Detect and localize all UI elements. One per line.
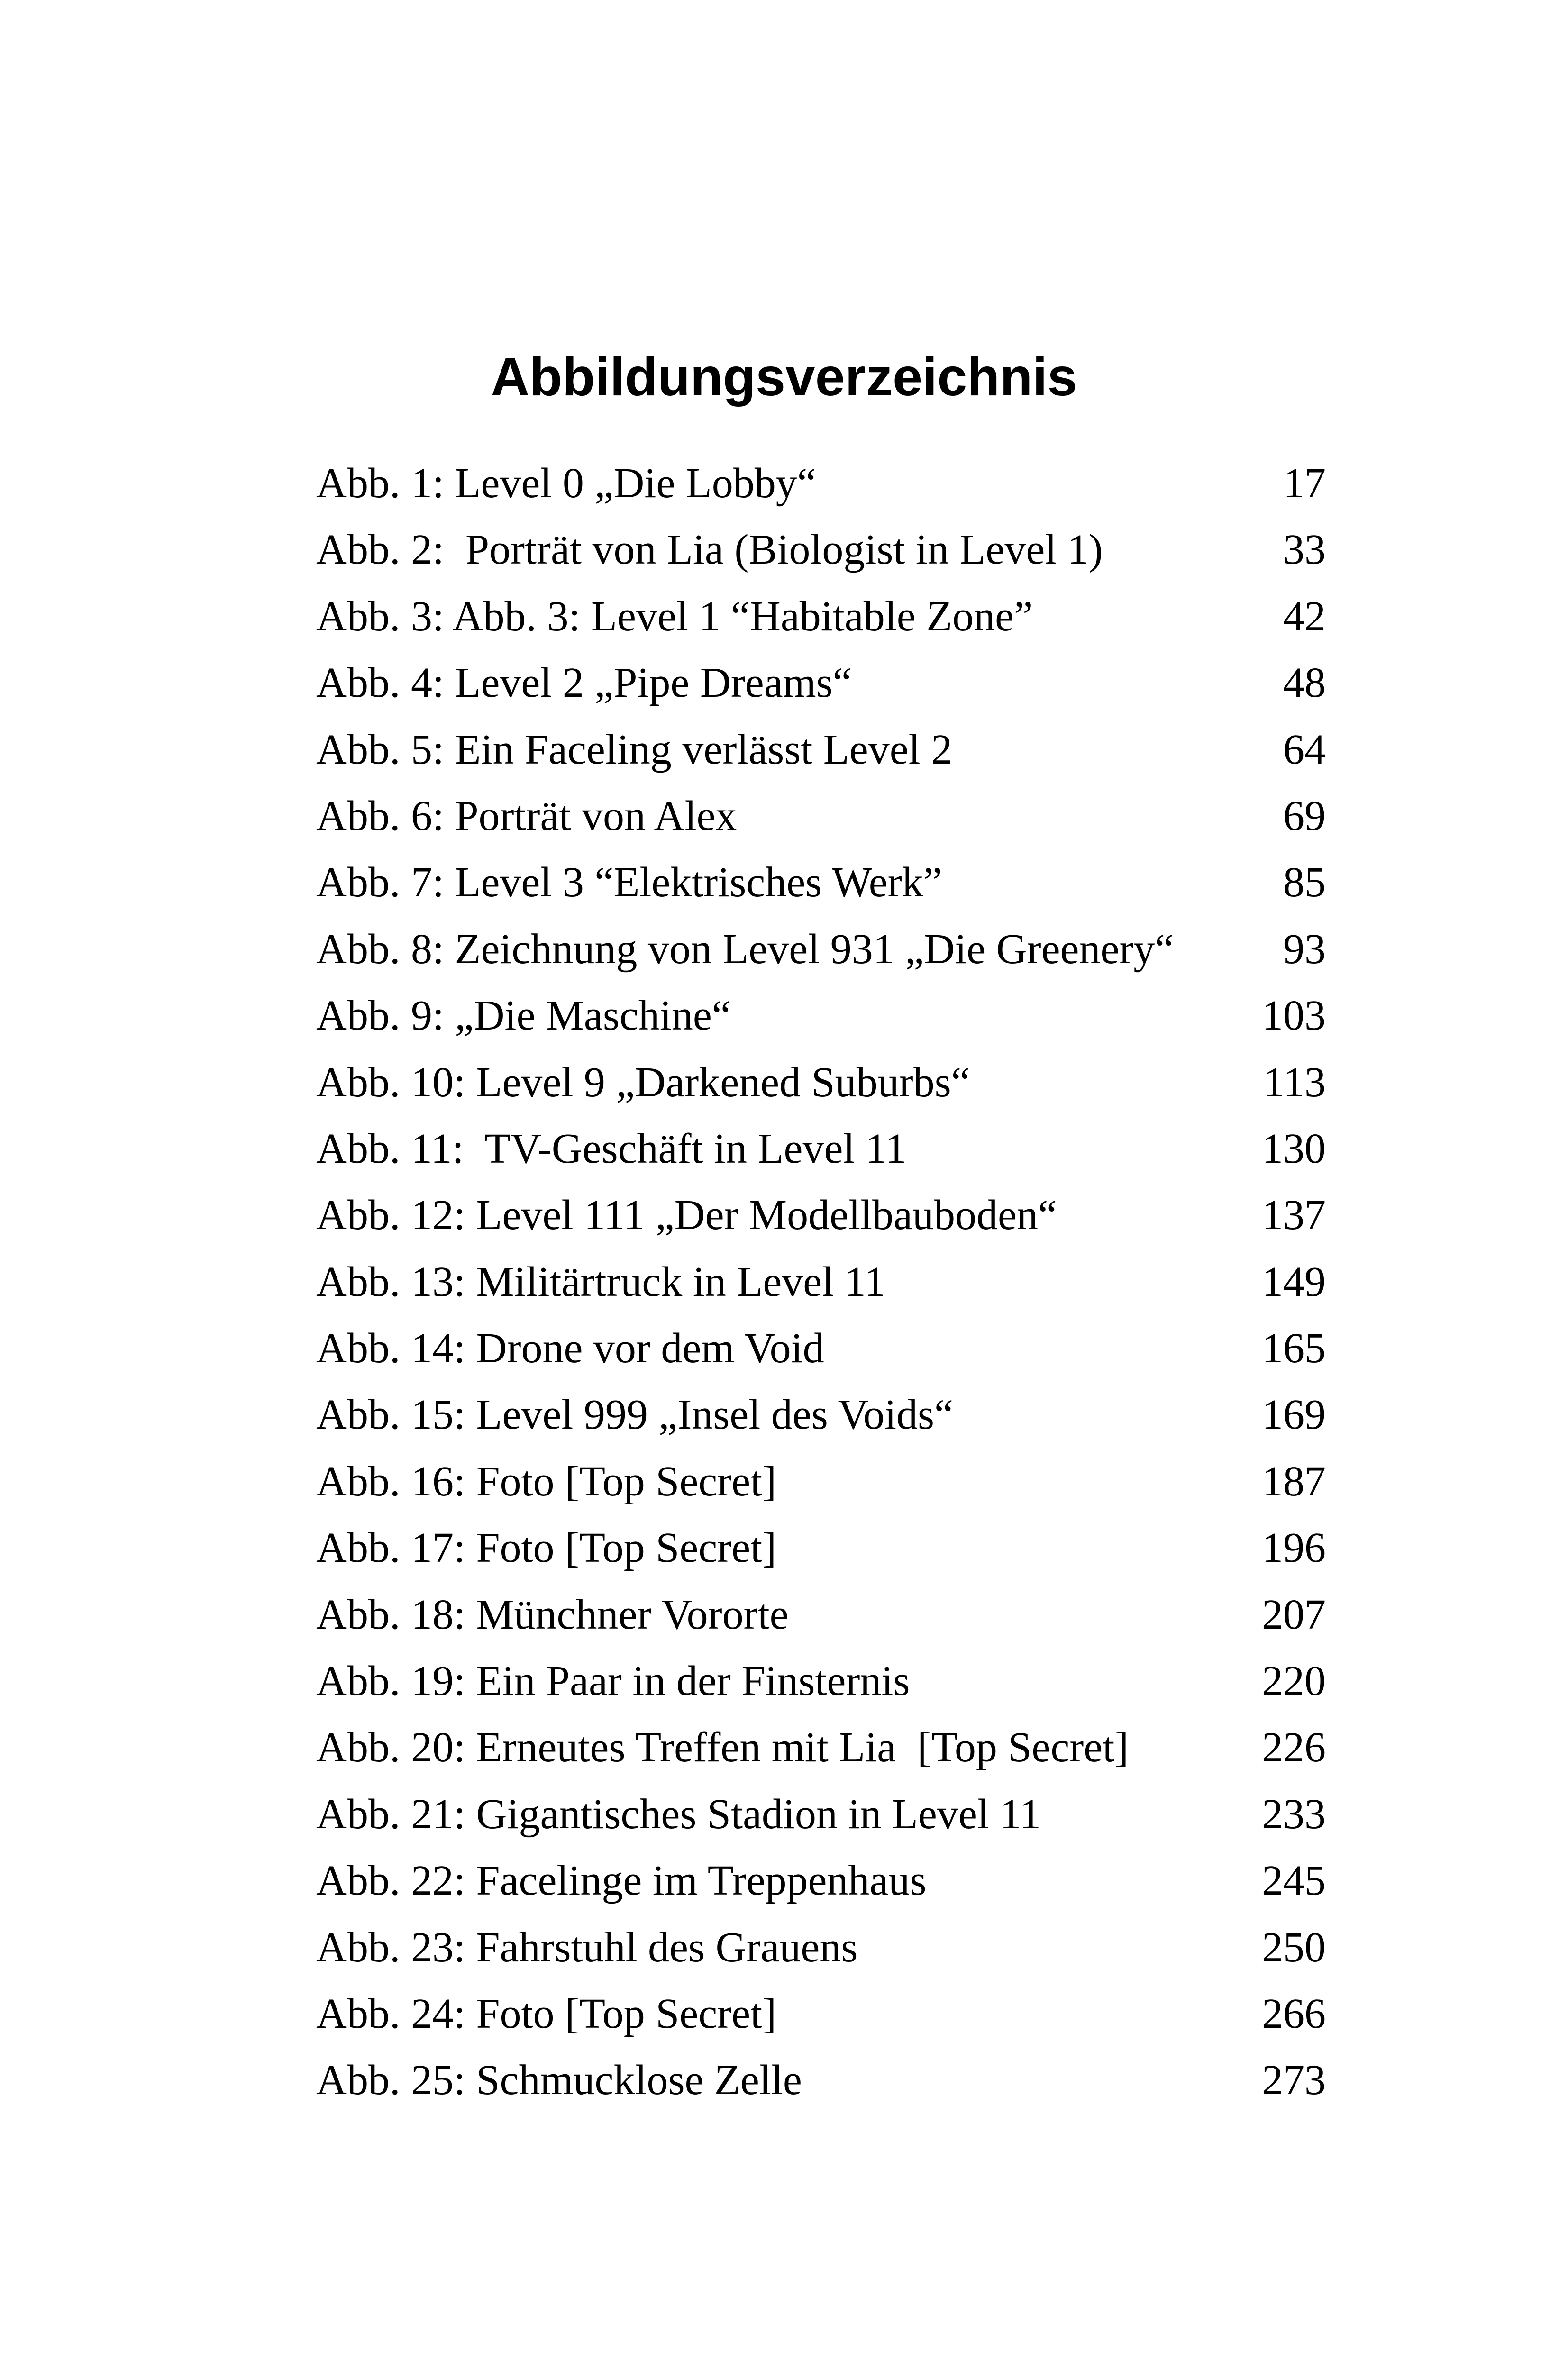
list-item <box>316 849 1326 916</box>
list-item <box>316 450 1326 517</box>
entry-page-number: 165 <box>1262 1325 1326 1372</box>
entry-page-number: 42 <box>1283 592 1326 640</box>
entry-page-number: 187 <box>1262 1458 1326 1505</box>
entry-label: Abb. 12: Level 111 „Der Modellbauboden“ <box>316 1192 1057 1239</box>
entry-label: Abb. 1: Level 0 „Die Lobby“ <box>316 460 816 507</box>
list-item <box>316 1182 1326 1249</box>
list-item <box>316 1848 1326 1914</box>
list-item <box>316 983 1326 1049</box>
entry-label: Abb. 23: Fahrstuhl des Grauens <box>316 1923 858 1971</box>
entry-page-number: 64 <box>1283 726 1326 773</box>
entry-page-number: 226 <box>1262 1724 1326 1771</box>
entry-page-number: 233 <box>1262 1790 1326 1838</box>
entry-label: Abb. 11: TV-Geschäft in Level 11 <box>316 1125 907 1172</box>
entry-page-number: 113 <box>1263 1058 1326 1106</box>
entry-label: Abb. 9: „Die Maschine“ <box>316 992 731 1039</box>
entry-label: Abb. 16: Foto [Top Secret] <box>316 1458 777 1505</box>
entry-page-number: 196 <box>1262 1524 1326 1572</box>
entry-page-number: 149 <box>1262 1258 1326 1305</box>
list-item <box>316 1781 1326 1848</box>
entry-label: Abb. 10: Level 9 „Darkened Suburbs“ <box>316 1058 970 1106</box>
entry-label: Abb. 19: Ein Paar in der Finsternis <box>316 1658 910 1705</box>
list-item <box>316 1116 1326 1182</box>
list-item <box>316 1515 1326 1581</box>
entry-page-number: 245 <box>1262 1857 1326 1905</box>
entry-label: Abb. 3: Abb. 3: Level 1 “Habitable Zone” <box>316 592 1033 640</box>
list-item <box>316 1714 1326 1781</box>
list-item <box>316 717 1326 783</box>
entry-page-number: 130 <box>1262 1125 1326 1172</box>
entry-page-number: 93 <box>1283 925 1326 973</box>
entry-label: Abb. 5: Ein Faceling verlässt Level 2 <box>316 726 953 773</box>
entry-label: Abb. 2: Porträt von Lia (Biologist in Level 1) <box>316 526 1103 574</box>
list-item <box>316 1382 1326 1448</box>
entry-page-number: 266 <box>1262 1990 1326 2037</box>
entry-page-number: 69 <box>1283 792 1326 839</box>
entry-label: Abb. 21: Gigantisches Stadion in Level 11 <box>316 1790 1041 1838</box>
list-item <box>316 650 1326 716</box>
entry-label: Abb. 7: Level 3 “Elektrisches Werk” <box>316 859 942 906</box>
entry-label: Abb. 22: Facelinge im Treppenhaus <box>316 1857 927 1905</box>
entry-page-number: 250 <box>1262 1923 1326 1971</box>
list-item <box>316 2047 1326 2114</box>
entry-label: Abb. 4: Level 2 „Pipe Dreams“ <box>316 659 852 707</box>
list-item <box>316 1449 1326 1515</box>
list-item <box>316 1049 1326 1116</box>
list-item <box>316 583 1326 650</box>
list-item <box>316 1582 1326 1648</box>
list-item <box>316 1648 1326 1714</box>
entry-page-number: 207 <box>1262 1591 1326 1638</box>
list-item <box>316 783 1326 849</box>
list-item <box>316 916 1326 983</box>
entry-page-number: 103 <box>1262 992 1326 1039</box>
entry-page-number: 220 <box>1262 1658 1326 1705</box>
entry-page-number: 17 <box>1283 460 1326 507</box>
entry-label: Abb. 17: Foto [Top Secret] <box>316 1524 777 1572</box>
entry-label: Abb. 20: Erneutes Treffen mit Lia [Top Secret] <box>316 1724 1129 1771</box>
entry-page-number: 169 <box>1262 1391 1326 1439</box>
list-item <box>316 517 1326 583</box>
entry-label: Abb. 25: Schmucklose Zelle <box>316 2057 802 2104</box>
entry-label: Abb. 18: Münchner Vororte <box>316 1591 789 1638</box>
list-item <box>316 1249 1326 1315</box>
entry-page-number: 273 <box>1262 2057 1326 2104</box>
entry-page-number: 85 <box>1283 859 1326 906</box>
entry-page-number: 137 <box>1262 1192 1326 1239</box>
entry-label: Abb. 13: Militärtruck in Level 11 <box>316 1258 886 1305</box>
list-item <box>316 1981 1326 2047</box>
entry-label: Abb. 6: Porträt von Alex <box>316 792 737 839</box>
figure-list <box>316 450 1326 2114</box>
entry-page-number: 48 <box>1283 659 1326 707</box>
page-title: Abbildungsverzeichnis <box>491 347 1077 407</box>
entry-label: Abb. 15: Level 999 „Insel des Voids“ <box>316 1391 953 1439</box>
list-item <box>316 1914 1326 1981</box>
entry-page-number: 33 <box>1283 526 1326 574</box>
list-item <box>316 1315 1326 1382</box>
entry-label: Abb. 8: Zeichnung von Level 931 „Die Greenery“ <box>316 925 1174 973</box>
entry-label: Abb. 14: Drone vor dem Void <box>316 1325 824 1372</box>
entry-label: Abb. 24: Foto [Top Secret] <box>316 1990 777 2037</box>
